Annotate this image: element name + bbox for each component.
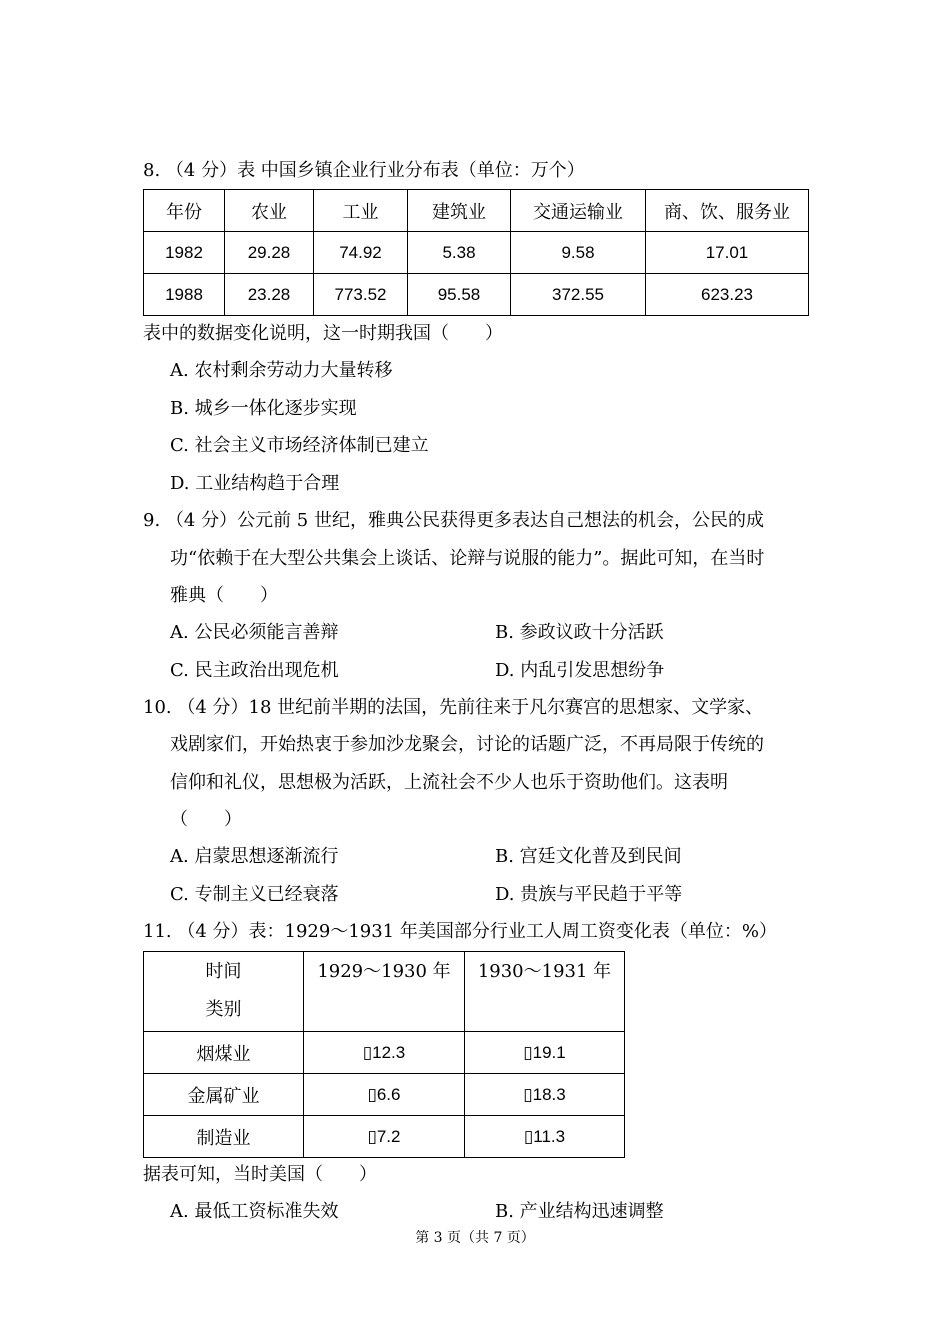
table-cell: ▯12.3 [304,1032,465,1074]
q9-stem-line-3: 雅典（ ） [170,585,278,606]
table-row [144,1116,625,1158]
q10-option-b: B. 宫廷文化普及到民间 [495,846,682,867]
table-cell: ▯19.1 [465,1032,625,1074]
q9-option-a: A. 公民必须能言善辩 [170,622,339,643]
table-header-cell: 交通运输业 [511,190,646,232]
table-row [144,1032,625,1074]
table-cell: 金属矿业 [144,1074,304,1116]
table-row [144,232,809,274]
table-cell: 23.28 [225,274,314,316]
table-cell: 74.92 [314,232,408,274]
table-header-cell: 工业 [314,190,408,232]
table-cell: ▯6.6 [304,1074,465,1116]
q8-table [143,189,809,316]
page-footer: 第 3 页（共 7 页） [415,1230,535,1246]
table-cell: 1988 [144,274,225,316]
q9-stem-line-2: 功“依赖于在大型公共集会上谈话、论辩与说服的能力”。据此可知，在当时 [170,548,765,569]
q10-stem-line-3: 信仰和礼仪，思想极为活跃，上流社会不少人也乐于资助他们。这表明 [170,772,728,793]
table-header-cell: 商、饮、服务业 [646,190,809,232]
table-cell: 95.58 [408,274,511,316]
table-cell: ▯11.3 [465,1116,625,1158]
table-header-cell: 建筑业 [408,190,511,232]
q11-stem: 11. （4 分）表：1929～1931 年美国部分行业工人周工资变化表（单位：%） [143,921,777,942]
q10-option-a: A. 启蒙思想逐渐流行 [170,846,339,867]
q10-stem-line-1: 10. （4 分）18 世纪前半期的法国，先前往来于凡尔赛宫的思想家、文学家、 [143,697,764,718]
corner-category-label: 类别 [205,999,242,1020]
table-cell: 29.28 [225,232,314,274]
q11-option-b: B. 产业结构迅速调整 [495,1201,664,1222]
q9-option-b: B. 参政议政十分活跃 [495,622,664,643]
table-cell: ▯7.2 [304,1116,465,1158]
q8-option-b: B. 城乡一体化逐步实现 [170,398,357,419]
table-cell: 5.38 [408,232,511,274]
q10-option-d: D. 贵族与平民趋于平等 [495,884,683,905]
table-header-cell: 1929～1930 年 [304,952,465,1032]
table-header-cell: 年份 [144,190,225,232]
table-cell: 1982 [144,232,225,274]
table-cell: ▯18.3 [465,1074,625,1116]
q9-option-c: C. 民主政治出现危机 [170,660,339,681]
table-cell: 372.55 [511,274,646,316]
q11-table [143,951,625,1158]
table-cell: 9.58 [511,232,646,274]
table-cell: 17.01 [646,232,809,274]
table-header-cell: 农业 [225,190,314,232]
corner-time-label: 时间 [205,961,242,982]
q8-option-d: D. 工业结构趋于合理 [170,473,340,494]
q11-option-a: A. 最低工资标准失效 [170,1201,339,1222]
q11-question: 据表可知，当时美国（ ） [143,1164,377,1185]
q10-stem-line-2: 戏剧家们，开始热衷于参加沙龙聚会，讨论的话题广泛，不再局限于传统的 [170,734,764,755]
q9-stem-line-1: 9. （4 分）公元前 5 世纪，雅典公民获得更多表达自己想法的机会，公民的成 [143,510,764,531]
table-header-cell: 1930～1931 年 [465,952,625,1032]
q8-option-a: A. 农村剩余劳动力大量转移 [170,360,393,381]
table-cell: 623.23 [646,274,809,316]
table-cell: 制造业 [144,1116,304,1158]
q10-stem-line-4: （ ） [170,809,242,830]
q8-question: 表中的数据变化说明，这一时期我国（ ） [143,323,503,344]
q9-option-d: D. 内乱引发思想纷争 [495,660,665,681]
table-cell: 烟煤业 [144,1032,304,1074]
table-row [144,274,809,316]
table-cell: 773.52 [314,274,408,316]
q10-option-c: C. 专制主义已经衰落 [170,884,339,905]
q8-option-c: C. 社会主义市场经济体制已建立 [170,435,429,456]
q8-stem: 8. （4 分）表 中国乡镇企业行业分布表（单位：万个） [143,160,585,181]
corner-header-cell [144,952,304,1032]
table-row [144,1074,625,1116]
